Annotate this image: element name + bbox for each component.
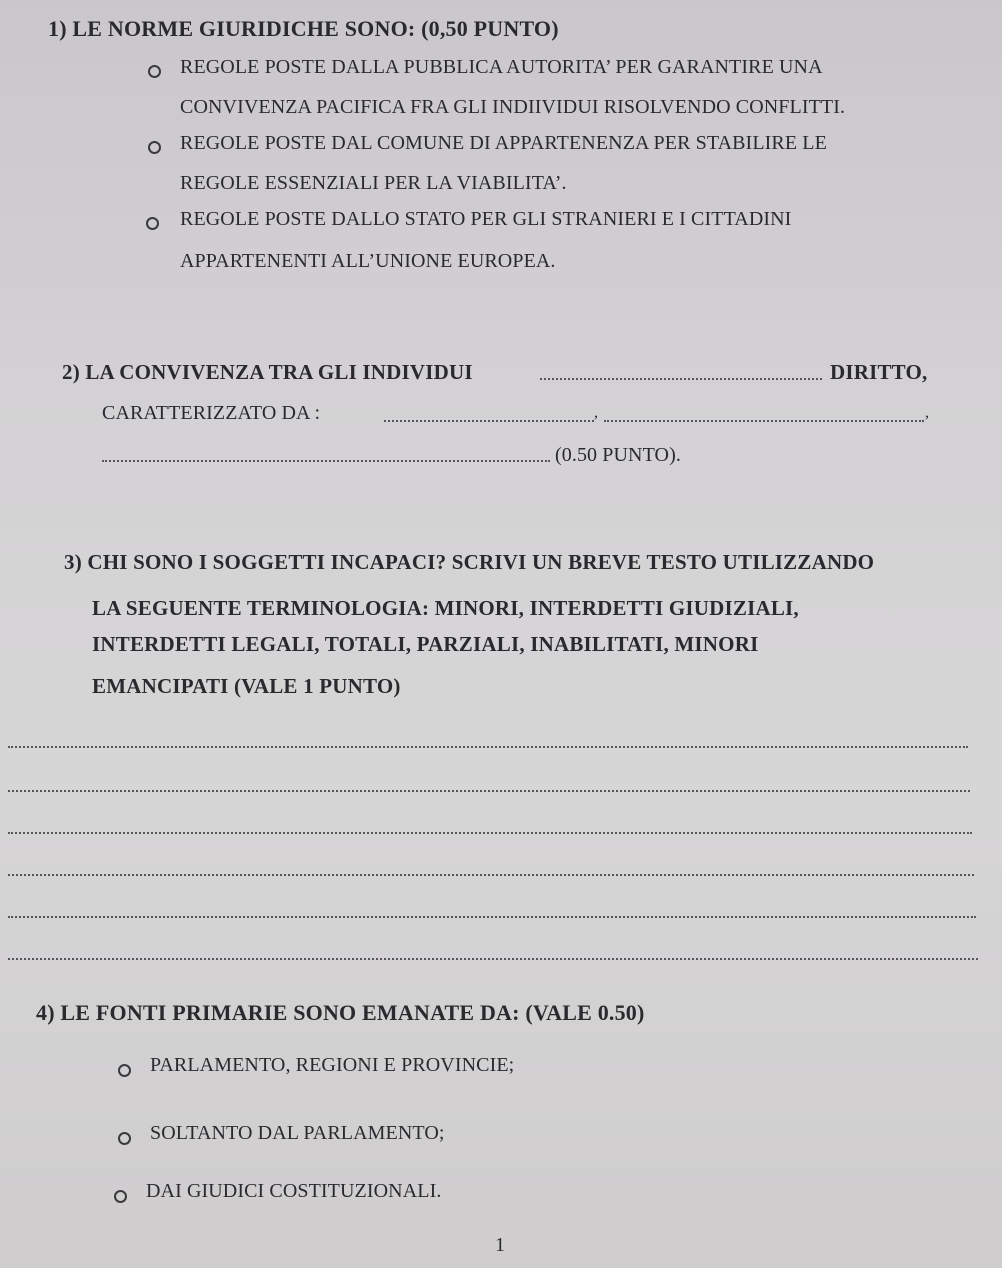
q3-line4: EMANCIPATI (VALE 1 PUNTO) bbox=[92, 674, 401, 698]
q3-answer-line-1[interactable] bbox=[8, 746, 968, 748]
q1-option-1-radio[interactable] bbox=[148, 65, 161, 78]
q1-option-1-line2: CONVIVENZA PACIFICA FRA GLI INDIIVIDUI RISOLVENDO CONFLITTI. bbox=[180, 96, 846, 118]
q2-line1-start: 2) LA CONVIVENZA TRA GLI INDIVIDUI bbox=[62, 360, 473, 384]
q2-line1-end: DIRITTO, bbox=[830, 360, 928, 384]
q1-option-3-radio[interactable] bbox=[146, 217, 159, 230]
q2-blank-2[interactable] bbox=[384, 420, 594, 422]
q4-option-1: PARLAMENTO, REGIONI E PROVINCIE; bbox=[150, 1054, 515, 1076]
q1-option-3-line2: APPARTENENTI ALL’UNIONE EUROPEA. bbox=[180, 250, 556, 272]
q2-line2-sep: , bbox=[594, 404, 599, 421]
q1-option-2-radio[interactable] bbox=[148, 141, 161, 154]
q4-option-2: SOLTANTO DAL PARLAMENTO; bbox=[150, 1122, 445, 1144]
q1-option-2-line1: REGOLE POSTE DAL COMUNE DI APPARTENENZA PER STABILIRE LE bbox=[180, 132, 827, 154]
q3-answer-line-2[interactable] bbox=[8, 790, 970, 792]
q2-line2: CARATTERIZZATO DA : bbox=[102, 402, 321, 424]
q2-line3-end: (0.50 PUNTO). bbox=[555, 444, 681, 466]
q4-option-3: DAI GIUDICI COSTITUZIONALI. bbox=[146, 1180, 442, 1202]
page-number: 1 bbox=[495, 1234, 505, 1256]
q1-option-1-line1: REGOLE POSTE DALLA PUBBLICA AUTORITA’ PER GARANTIRE UNA bbox=[180, 56, 823, 78]
q3-answer-line-5[interactable] bbox=[8, 916, 976, 918]
q3-line1: 3) CHI SONO I SOGGETTI INCAPACI? SCRIVI UN BREVE TESTO UTILIZZANDO bbox=[64, 550, 875, 574]
q3-answer-line-4[interactable] bbox=[8, 874, 974, 876]
q2-line2-end: , bbox=[925, 404, 930, 421]
q3-line2: LA SEGUENTE TERMINOLOGIA: MINORI, INTERDETTI GIUDIZIALI, bbox=[92, 596, 799, 620]
q1-option-3-line1: REGOLE POSTE DALLO STATO PER GLI STRANIERI E I CITTADINI bbox=[180, 208, 792, 230]
q1-option-2-line2: REGOLE ESSENZIALI PER LA VIABILITA’. bbox=[180, 172, 567, 194]
q1-title: 1) LE NORME GIURIDICHE SONO: (0,50 PUNTO) bbox=[48, 16, 559, 41]
q3-answer-line-3[interactable] bbox=[8, 832, 972, 834]
q2-blank-4[interactable] bbox=[102, 460, 550, 462]
q2-blank-3[interactable] bbox=[604, 420, 924, 422]
q2-blank-1[interactable] bbox=[540, 378, 822, 380]
q4-option-3-radio[interactable] bbox=[114, 1190, 127, 1203]
q3-answer-line-6[interactable] bbox=[8, 958, 978, 960]
q4-option-1-radio[interactable] bbox=[118, 1064, 131, 1077]
q3-line3: INTERDETTI LEGALI, TOTALI, PARZIALI, INABILITATI, MINORI bbox=[92, 632, 759, 656]
q4-option-2-radio[interactable] bbox=[118, 1132, 131, 1145]
q4-title: 4) LE FONTI PRIMARIE SONO EMANATE DA: (VALE 0.50) bbox=[36, 1000, 645, 1025]
